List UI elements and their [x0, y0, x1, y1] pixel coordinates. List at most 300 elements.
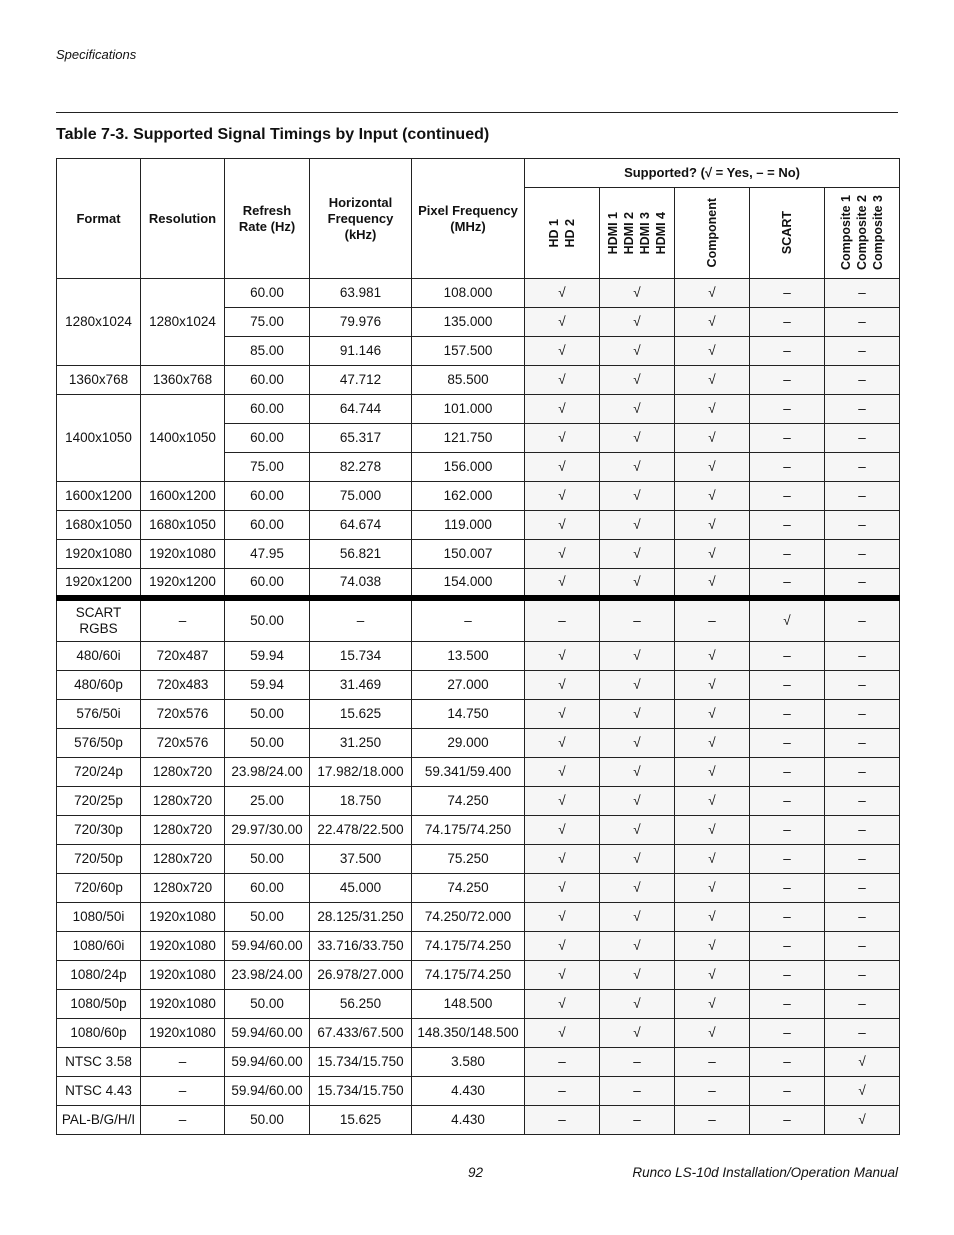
table-title: Table 7-3. Supported Signal Timings by Input (continued) [56, 126, 490, 143]
horizontal-frequency-cell: 15.734/15.750 [310, 1077, 412, 1106]
pixel-frequency-cell: 4.430 [412, 1077, 525, 1106]
support-cell: √ [525, 540, 600, 569]
horizontal-frequency-cell: 18.750 [310, 787, 412, 816]
support-cell: √ [675, 700, 750, 729]
table-row [57, 366, 900, 395]
pixel-frequency-cell: 74.175/74.250 [412, 816, 525, 845]
page-number: 92 [468, 1165, 484, 1180]
horizontal-frequency-cell: 79.976 [310, 308, 412, 337]
refresh-rate-cell: 59.94 [225, 671, 310, 700]
support-cell: – [750, 540, 825, 569]
table-row [57, 1077, 900, 1106]
format-cell: 720/60p [57, 874, 141, 903]
header-input-component [675, 188, 750, 279]
support-cell: √ [675, 453, 750, 482]
support-cell: √ [600, 1019, 675, 1048]
header-refresh [225, 159, 310, 279]
support-cell: – [825, 961, 900, 990]
signal-timings-table [56, 158, 900, 1135]
format-cell: PAL-B/G/H/I [57, 1106, 141, 1135]
horizontal-frequency-cell: 22.478/22.500 [310, 816, 412, 845]
support-cell: √ [525, 700, 600, 729]
support-cell: √ [675, 424, 750, 453]
horizontal-frequency-cell: 15.625 [310, 1106, 412, 1135]
pixel-frequency-cell: 59.341/59.400 [412, 758, 525, 787]
format-cell: 1280x1024 [57, 279, 141, 366]
support-cell: – [750, 700, 825, 729]
horizontal-frequency-cell: 45.000 [310, 874, 412, 903]
pixel-frequency-cell: 150.007 [412, 540, 525, 569]
resolution-cell: 1400x1050 [141, 395, 225, 482]
resolution-cell: 1920x1080 [141, 1019, 225, 1048]
table-row [57, 671, 900, 700]
refresh-rate-cell: 50.00 [225, 1106, 310, 1135]
support-cell: √ [675, 932, 750, 961]
refresh-rate-cell: 60.00 [225, 279, 310, 308]
table-row [57, 758, 900, 787]
support-cell: – [825, 787, 900, 816]
resolution-cell: 720x576 [141, 729, 225, 758]
support-cell: – [525, 1077, 600, 1106]
support-cell: – [825, 366, 900, 395]
format-cell: 1920x1200 [57, 569, 141, 598]
horizontal-frequency-cell: 82.278 [310, 453, 412, 482]
support-cell: √ [600, 758, 675, 787]
support-cell: – [675, 598, 750, 642]
table-row [57, 569, 900, 598]
table-row [57, 816, 900, 845]
support-cell: – [750, 395, 825, 424]
input-label: Composite 3 [871, 195, 886, 271]
pixel-frequency-cell: 119.000 [412, 511, 525, 540]
support-cell: – [750, 1077, 825, 1106]
horizontal-frequency-cell: 56.250 [310, 990, 412, 1019]
pixel-frequency-cell: 13.500 [412, 642, 525, 671]
support-cell: √ [525, 729, 600, 758]
table-row [57, 1048, 900, 1077]
header-pixel [412, 159, 525, 279]
table-row [57, 700, 900, 729]
format-cell: 480/60p [57, 671, 141, 700]
support-cell: – [750, 1048, 825, 1077]
pixel-frequency-cell: 148.350/148.500 [412, 1019, 525, 1048]
table-row [57, 395, 900, 424]
resolution-cell: – [141, 598, 225, 642]
support-cell: – [525, 598, 600, 642]
support-cell: √ [600, 279, 675, 308]
support-cell: √ [675, 337, 750, 366]
support-cell: – [825, 424, 900, 453]
support-cell: – [825, 729, 900, 758]
support-cell: √ [600, 700, 675, 729]
refresh-rate-cell: 23.98/24.00 [225, 961, 310, 990]
table-row [57, 482, 900, 511]
support-cell: √ [525, 482, 600, 511]
support-cell: – [825, 758, 900, 787]
support-cell: √ [525, 990, 600, 1019]
support-cell: √ [600, 424, 675, 453]
support-cell: √ [525, 366, 600, 395]
table-row [57, 729, 900, 758]
support-cell: – [825, 845, 900, 874]
support-cell: √ [600, 729, 675, 758]
input-label: HDMI 3 [638, 211, 652, 255]
support-cell: √ [525, 337, 600, 366]
format-cell: 1680x1050 [57, 511, 141, 540]
support-cell: – [750, 816, 825, 845]
horizontal-frequency-cell: 15.734 [310, 642, 412, 671]
support-cell: √ [525, 395, 600, 424]
pixel-frequency-cell: 74.175/74.250 [412, 932, 525, 961]
header-input-composite [825, 188, 900, 279]
support-cell: √ [675, 308, 750, 337]
support-cell: √ [600, 308, 675, 337]
support-cell: – [750, 569, 825, 598]
pixel-frequency-cell: 27.000 [412, 671, 525, 700]
resolution-cell: 1920x1080 [141, 932, 225, 961]
support-cell: √ [675, 758, 750, 787]
horizontal-frequency-cell: 31.469 [310, 671, 412, 700]
pixel-frequency-cell: 85.500 [412, 366, 525, 395]
support-cell: √ [600, 845, 675, 874]
support-cell: √ [525, 569, 600, 598]
support-cell: √ [675, 903, 750, 932]
support-cell: – [750, 903, 825, 932]
horizontal-frequency-cell: 31.250 [310, 729, 412, 758]
horizontal-frequency-cell: 64.744 [310, 395, 412, 424]
horizontal-frequency-cell: 67.433/67.500 [310, 1019, 412, 1048]
refresh-rate-cell: 50.00 [225, 700, 310, 729]
support-cell: – [825, 671, 900, 700]
support-cell: √ [825, 1106, 900, 1135]
support-cell: – [825, 700, 900, 729]
refresh-rate-cell: 50.00 [225, 990, 310, 1019]
support-cell: – [825, 598, 900, 642]
refresh-rate-cell: 47.95 [225, 540, 310, 569]
resolution-cell: 1280x720 [141, 758, 225, 787]
table-row [57, 279, 900, 308]
support-cell: – [825, 990, 900, 1019]
support-cell: √ [600, 816, 675, 845]
format-cell: NTSC 4.43 [57, 1077, 141, 1106]
resolution-cell: 1280x720 [141, 845, 225, 874]
support-cell: – [525, 1106, 600, 1135]
resolution-cell: 1920x1080 [141, 540, 225, 569]
input-label: HD 1 [547, 218, 561, 248]
resolution-cell: 720x483 [141, 671, 225, 700]
support-cell: √ [525, 642, 600, 671]
pixel-frequency-cell: 14.750 [412, 700, 525, 729]
support-cell: – [750, 366, 825, 395]
resolution-cell: 1920x1200 [141, 569, 225, 598]
header-supported: Supported? (√ = Yes, – = No) [525, 159, 900, 188]
format-cell: NTSC 3.58 [57, 1048, 141, 1077]
horizontal-frequency-cell: 37.500 [310, 845, 412, 874]
pixel-frequency-cell: 74.250/72.000 [412, 903, 525, 932]
support-cell: – [825, 482, 900, 511]
support-cell: √ [600, 395, 675, 424]
refresh-rate-cell: 25.00 [225, 787, 310, 816]
support-cell: √ [525, 1019, 600, 1048]
header-input-hdmi [600, 188, 675, 279]
refresh-rate-cell: 59.94/60.00 [225, 932, 310, 961]
support-cell: – [825, 816, 900, 845]
support-cell: √ [675, 671, 750, 700]
refresh-rate-cell: 50.00 [225, 903, 310, 932]
table-row [57, 787, 900, 816]
resolution-cell: 1920x1080 [141, 961, 225, 990]
pixel-frequency-cell: 74.175/74.250 [412, 961, 525, 990]
table-row [57, 511, 900, 540]
header-hfreq [310, 159, 412, 279]
support-cell: – [750, 729, 825, 758]
pixel-frequency-cell: 108.000 [412, 279, 525, 308]
pixel-frequency-cell: 3.580 [412, 1048, 525, 1077]
input-label: Composite 1 [839, 195, 854, 271]
format-cell: 1080/60p [57, 1019, 141, 1048]
table-row [57, 1106, 900, 1135]
resolution-cell: 1280x720 [141, 874, 225, 903]
support-cell: √ [525, 279, 600, 308]
format-cell: 576/50i [57, 700, 141, 729]
support-cell: √ [675, 569, 750, 598]
refresh-rate-cell: 60.00 [225, 395, 310, 424]
horizontal-frequency-cell: 56.821 [310, 540, 412, 569]
support-cell: √ [525, 758, 600, 787]
resolution-cell: 720x576 [141, 700, 225, 729]
support-cell: √ [600, 903, 675, 932]
resolution-cell: – [141, 1048, 225, 1077]
refresh-rate-cell: 50.00 [225, 729, 310, 758]
table-row [57, 1019, 900, 1048]
pixel-frequency-cell: 101.000 [412, 395, 525, 424]
header-resolution: Resolution [141, 159, 225, 279]
refresh-rate-cell: 50.00 [225, 598, 310, 642]
format-cell: 1080/60i [57, 932, 141, 961]
table-row [57, 598, 900, 642]
support-cell: √ [600, 453, 675, 482]
support-cell: – [825, 395, 900, 424]
support-cell: √ [525, 816, 600, 845]
format-cell: 1920x1080 [57, 540, 141, 569]
support-cell: – [600, 1048, 675, 1077]
horizontal-frequency-cell: 26.978/27.000 [310, 961, 412, 990]
horizontal-frequency-cell: 75.000 [310, 482, 412, 511]
section-label: Specifications [56, 47, 137, 62]
format-cell: 720/24p [57, 758, 141, 787]
support-cell: – [525, 1048, 600, 1077]
support-cell: √ [675, 366, 750, 395]
header-pixel-line: Pixel Frequency [418, 202, 518, 218]
support-cell: – [750, 1019, 825, 1048]
support-cell: – [750, 845, 825, 874]
refresh-rate-cell: 75.00 [225, 308, 310, 337]
support-cell: √ [600, 932, 675, 961]
support-cell: √ [600, 787, 675, 816]
support-cell: – [675, 1077, 750, 1106]
format-cell: 720/30p [57, 816, 141, 845]
table-row [57, 961, 900, 990]
support-cell: √ [525, 903, 600, 932]
pixel-frequency-cell: 29.000 [412, 729, 525, 758]
support-cell: – [825, 337, 900, 366]
pixel-frequency-cell: 157.500 [412, 337, 525, 366]
table-row [57, 874, 900, 903]
horizontal-frequency-cell: 28.125/31.250 [310, 903, 412, 932]
pixel-frequency-cell: 154.000 [412, 569, 525, 598]
support-cell: – [825, 903, 900, 932]
support-cell: – [750, 787, 825, 816]
format-cell: 1600x1200 [57, 482, 141, 511]
support-cell: – [825, 932, 900, 961]
refresh-rate-cell: 59.94 [225, 642, 310, 671]
pixel-frequency-cell: 121.750 [412, 424, 525, 453]
pixel-frequency-cell: 75.250 [412, 845, 525, 874]
format-cell: 480/60i [57, 642, 141, 671]
support-cell: √ [525, 671, 600, 700]
format-cell: 576/50p [57, 729, 141, 758]
support-cell: √ [525, 453, 600, 482]
horizontal-frequency-cell: 33.716/33.750 [310, 932, 412, 961]
support-cell: – [750, 758, 825, 787]
horizontal-frequency-cell: 15.625 [310, 700, 412, 729]
resolution-cell: 1680x1050 [141, 511, 225, 540]
support-cell: – [750, 671, 825, 700]
support-cell: √ [675, 816, 750, 845]
table-row [57, 932, 900, 961]
header-refresh-line: Rate (Hz) [238, 218, 296, 234]
pixel-frequency-cell: 156.000 [412, 453, 525, 482]
horizontal-frequency-cell: 63.981 [310, 279, 412, 308]
support-cell: – [750, 453, 825, 482]
refresh-rate-cell: 60.00 [225, 366, 310, 395]
format-cell: 1080/50p [57, 990, 141, 1019]
horizontal-frequency-cell: 47.712 [310, 366, 412, 395]
horizontal-frequency-cell: 15.734/15.750 [310, 1048, 412, 1077]
support-cell: √ [600, 511, 675, 540]
support-cell: √ [600, 874, 675, 903]
header-hfreq-line: Frequency [327, 210, 394, 226]
table-row [57, 845, 900, 874]
resolution-cell: 1600x1200 [141, 482, 225, 511]
support-cell: √ [675, 279, 750, 308]
pixel-frequency-cell: 74.250 [412, 787, 525, 816]
format-cell: 1360x768 [57, 366, 141, 395]
horizontal-frequency-cell: 91.146 [310, 337, 412, 366]
resolution-cell: 1280x1024 [141, 279, 225, 366]
support-cell: √ [675, 874, 750, 903]
support-cell: – [750, 961, 825, 990]
horizontal-frequency-cell: 64.674 [310, 511, 412, 540]
header-hfreq-line: (kHz) [344, 226, 377, 242]
refresh-rate-cell: 60.00 [225, 482, 310, 511]
support-cell: √ [675, 642, 750, 671]
resolution-cell: 720x487 [141, 642, 225, 671]
input-label: Component [705, 198, 719, 268]
support-cell: – [750, 642, 825, 671]
support-cell: – [825, 569, 900, 598]
support-cell: – [600, 598, 675, 642]
support-cell: – [825, 453, 900, 482]
support-cell: √ [600, 482, 675, 511]
table-row [57, 990, 900, 1019]
support-cell: √ [600, 642, 675, 671]
header-pixel-line: (MHz) [450, 218, 486, 234]
pixel-frequency-cell: 162.000 [412, 482, 525, 511]
resolution-cell: 1280x720 [141, 816, 225, 845]
refresh-rate-cell: 23.98/24.00 [225, 758, 310, 787]
support-cell: – [825, 642, 900, 671]
pixel-frequency-cell: 148.500 [412, 990, 525, 1019]
header-hfreq-line: Horizontal [328, 194, 393, 210]
support-cell: √ [600, 961, 675, 990]
refresh-rate-cell: 59.94/60.00 [225, 1048, 310, 1077]
refresh-rate-cell: 59.94/60.00 [225, 1077, 310, 1106]
support-cell: – [825, 1019, 900, 1048]
support-cell: √ [525, 308, 600, 337]
refresh-rate-cell: 59.94/60.00 [225, 1019, 310, 1048]
support-cell: √ [750, 598, 825, 642]
support-cell: √ [525, 845, 600, 874]
refresh-rate-cell: 75.00 [225, 453, 310, 482]
support-cell: √ [600, 540, 675, 569]
resolution-cell: 1360x768 [141, 366, 225, 395]
input-label: Composite 2 [855, 195, 870, 271]
support-cell: √ [525, 787, 600, 816]
support-cell: √ [525, 511, 600, 540]
support-cell: √ [600, 671, 675, 700]
resolution-cell: – [141, 1106, 225, 1135]
refresh-rate-cell: 50.00 [225, 845, 310, 874]
horizontal-frequency-cell: 65.317 [310, 424, 412, 453]
support-cell: – [750, 279, 825, 308]
support-cell: – [825, 874, 900, 903]
resolution-cell: 1920x1080 [141, 990, 225, 1019]
support-cell: – [675, 1106, 750, 1135]
support-cell: √ [600, 366, 675, 395]
format-cell: SCART RGBS [57, 598, 141, 642]
pixel-frequency-cell: 4.430 [412, 1106, 525, 1135]
horizontal-frequency-cell: – [310, 598, 412, 642]
support-cell: √ [825, 1077, 900, 1106]
support-cell: √ [675, 961, 750, 990]
format-cell: 720/50p [57, 845, 141, 874]
support-cell: √ [675, 787, 750, 816]
table-row [57, 642, 900, 671]
refresh-rate-cell: 60.00 [225, 874, 310, 903]
horizontal-frequency-cell: 74.038 [310, 569, 412, 598]
refresh-rate-cell: 29.97/30.00 [225, 816, 310, 845]
support-cell: – [675, 1048, 750, 1077]
input-label: HDMI 2 [622, 211, 636, 255]
input-label: HDMI 1 [606, 211, 620, 255]
support-cell: – [750, 308, 825, 337]
header-refresh-line: Refresh [242, 202, 292, 218]
support-cell: √ [675, 729, 750, 758]
support-cell: – [600, 1106, 675, 1135]
support-cell: – [825, 511, 900, 540]
format-cell: 1080/50i [57, 903, 141, 932]
pixel-frequency-cell: – [412, 598, 525, 642]
table-row [57, 903, 900, 932]
support-cell: – [825, 540, 900, 569]
support-cell: – [750, 482, 825, 511]
input-label: SCART [780, 211, 794, 255]
refresh-rate-cell: 85.00 [225, 337, 310, 366]
format-cell: 720/25p [57, 787, 141, 816]
support-cell: √ [600, 569, 675, 598]
support-cell: √ [825, 1048, 900, 1077]
